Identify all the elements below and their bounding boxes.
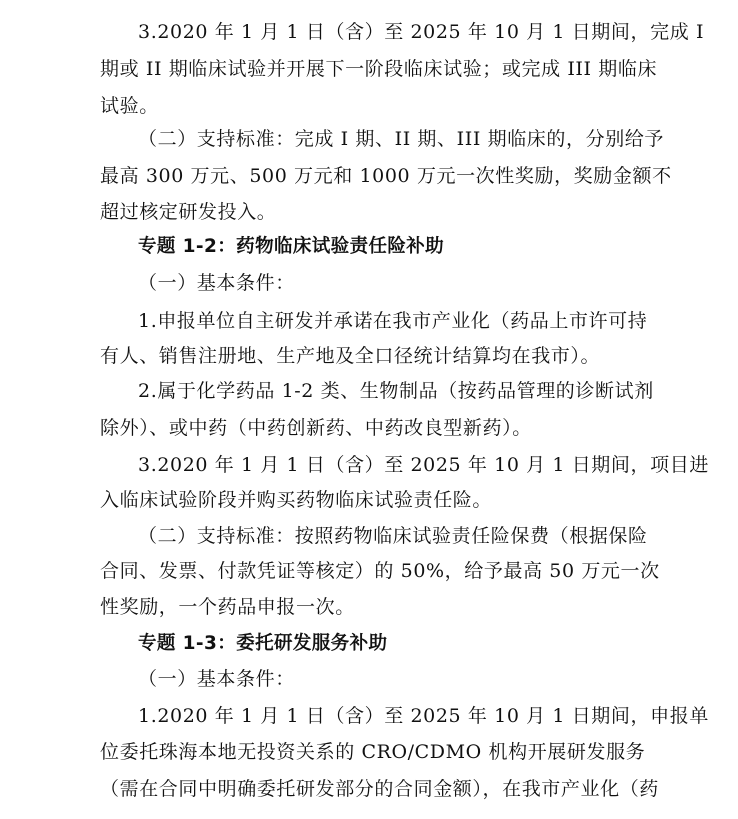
paragraph-line: 除外）、或中药（中药创新药、中药改良型新药）。 xyxy=(100,417,532,439)
paragraph-line: （一）基本条件： xyxy=(138,272,295,294)
section-heading: 专题 1-2：药物临床试验责任险补助 xyxy=(138,236,445,257)
paragraph-line: 2.属于化学药品 1-2 类、生物制品（按药品管理的诊断试剂 xyxy=(138,380,654,402)
paragraph-line: 1.2020 年 1 月 1 日（含）至 2025 年 10 月 1 日期间，申报单 xyxy=(138,705,709,727)
paragraph-line: 试验。 xyxy=(100,95,159,117)
paragraph-line: 合同、发票、付款凭证等核定）的 50%，给予最高 50 万元一次 xyxy=(100,560,660,582)
paragraph-line: 性奖励，一个药品申报一次。 xyxy=(100,596,355,618)
paragraph-line: 1.申报单位自主研发并承诺在我市产业化（药品上市许可持 xyxy=(138,310,648,332)
paragraph-line: （需在合同中明确委托研发部分的合同金额），在我市产业化（药 xyxy=(100,778,659,800)
paragraph-line: 超过核定研发投入。 xyxy=(100,201,277,223)
paragraph-line: 位委托珠海本地无投资关系的 CRO/CDMO 机构开展研发服务 xyxy=(100,741,646,763)
paragraph-line: （二）支持标准：完成 I 期、II 期、III 期临床的，分别给予 xyxy=(138,128,664,150)
section-heading: 专题 1-3：委托研发服务补助 xyxy=(138,633,388,654)
paragraph-line: 3.2020 年 1 月 1 日（含）至 2025 年 10 月 1 日期间，项目进 xyxy=(138,454,709,476)
paragraph-line: （二）支持标准：按照药物临床试验责任险保费（根据保险 xyxy=(138,525,648,547)
paragraph-line: 入临床试验阶段并购买药物临床试验责任险。 xyxy=(100,489,493,511)
paragraph-line: 3.2020 年 1 月 1 日（含）至 2025 年 10 月 1 日期间，完成 I xyxy=(138,21,705,43)
paragraph-line: 最高 300 万元、500 万元和 1000 万元一次性奖励，奖励金额不 xyxy=(100,165,672,187)
paragraph-line: 期或 II 期临床试验并开展下一阶段临床试验；或完成 III 期临床 xyxy=(100,58,658,80)
paragraph-line: 有人、销售注册地、生产地及全口径统计结算均在我市）。 xyxy=(100,345,601,367)
paragraph-line: （一）基本条件： xyxy=(138,668,295,690)
